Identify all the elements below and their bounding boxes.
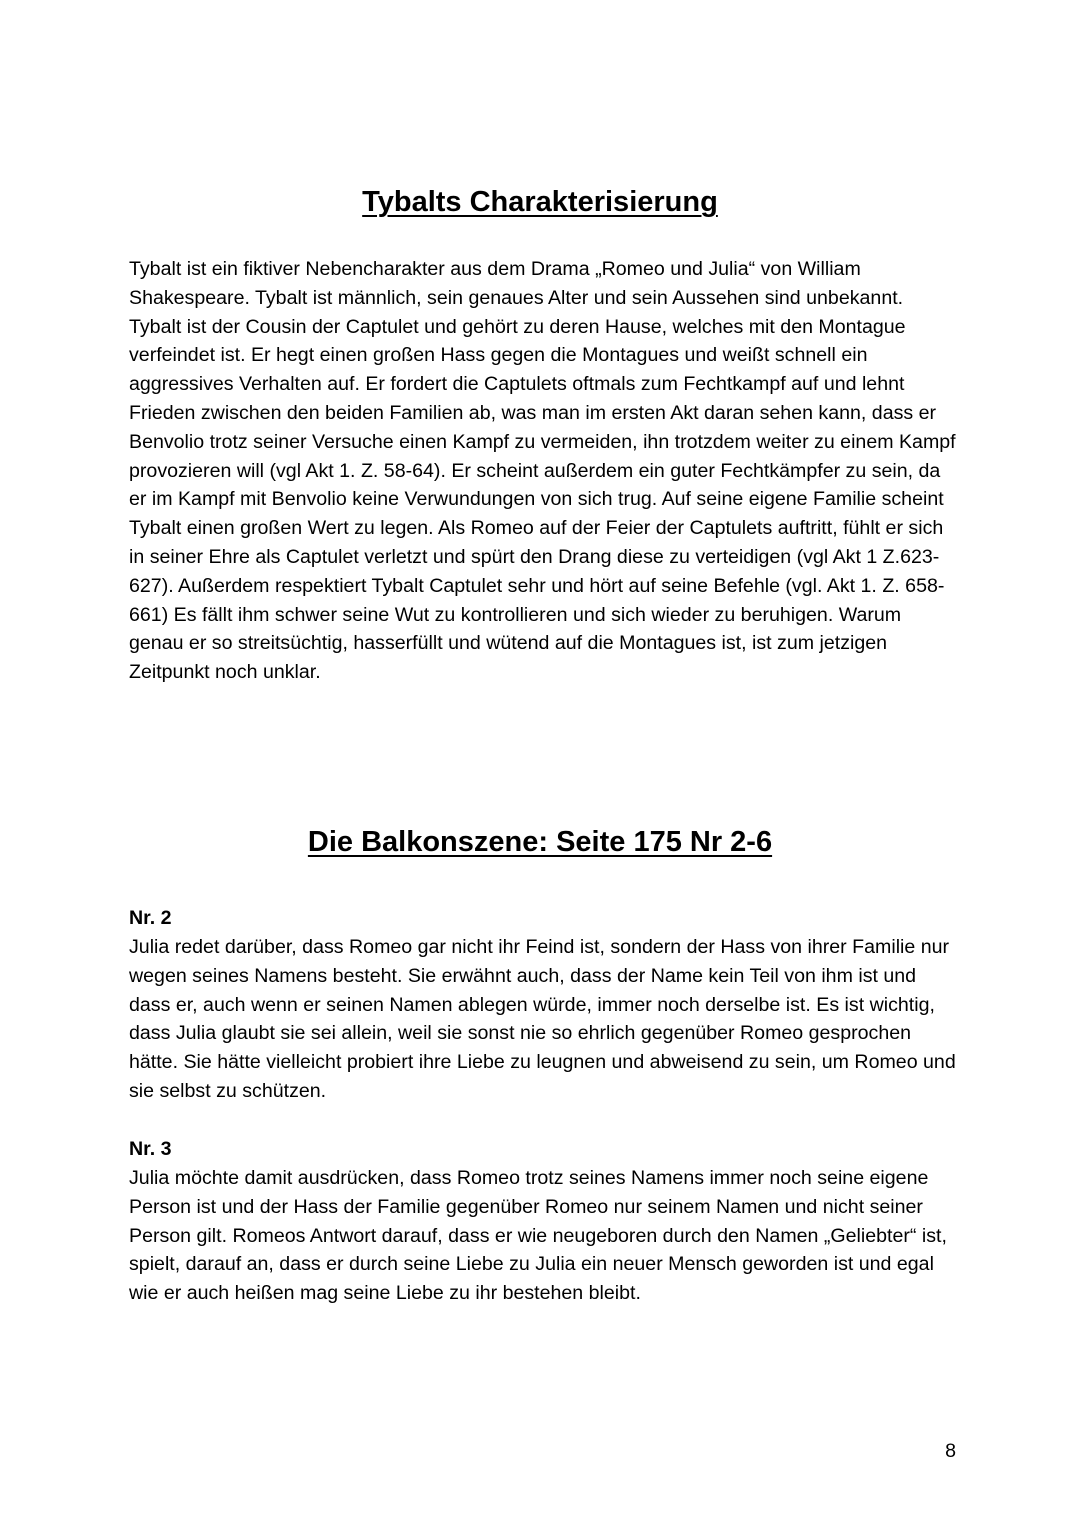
answer-nr3-paragraph: Julia möchte damit ausdrücken, dass Romeo trotz seines Namens immer noch seine eigene Person ist und der Hass der Familie gegenüber Romeo nur seinem Namen und nicht seiner Person gilt. Romeos Antwort darauf, dass er wie neugeboren durch den Namen „Geliebter“ ist, spielt, darauf an, dass er durch seine Liebe zu Julia ein neuer Mensch geworden ist und egal wie er auch heißen mag seine Liebe zu ihr bestehen bleibt. (129, 1167, 947, 1305)
section-title-balkonszene: Die Balkonszene: Seite 175 Nr 2-6 (307, 826, 773, 858)
section-title-tybalt: Tybalts Charakterisierung (362, 186, 718, 218)
page-number: 8 (945, 1440, 956, 1462)
subheading-nr3: Nr. 3 (129, 1138, 172, 1160)
tybalt-characterization-paragraph: Tybalt ist ein fiktiver Nebencharakter aus dem Drama „Romeo und Julia“ von William Shakespeare. Tybalt ist männlich, sein genaues Alter und sein Aussehen sind unbekannt. Tybalt ist der Cousin der Captulet und gehört zu deren Hause, welches mit den Montague verfeindet ist. Er hegt einen großen Hass gegen die Montagues und weißt schnell ein aggressives Verhalten auf. Er fordert die Captulets oftmals zum Fechtkampf auf und lehnt Frieden zwischen den beiden Familien ab, was man im ersten Akt daran sehen kann, dass er Benvolio trotz seiner Versuche einen Kampf zu vermeiden, ihn trotzdem weiter zu einem Kampf provozieren will (vgl Akt 1. Z. 58-64). Er scheint außerdem ein guter Fechtkämpfer zu sein, da er im Kampf mit Benvolio keine Verwundungen von sich trug. Auf seine eigene Familie scheint Tybalt einen großen Wert zu legen. Als Romeo auf der Feier der Captulets auftritt, fühlt er sich in seiner Ehre als Captulet verletzt und spürt den Drang diese zu verteidigen (vgl Akt 1 Z.623-627). Außerdem respektiert Tybalt Captulet sehr und hört auf seine Befehle (vgl. Akt 1. Z. 658-661) Es fällt ihm schwer seine Wut zu kontrollieren und sich wieder zu beruhigen. Warum genau er so streitsüchtig, hasserfüllt und wütend auf die Montagues ist, ist zum jetzigen Zeitpunkt noch unklar. (129, 258, 956, 684)
subheading-nr2: Nr. 2 (129, 907, 172, 929)
answer-nr2-paragraph: Julia redet darüber, dass Romeo gar nicht ihr Feind ist, sondern der Hass von ihrer Familie nur wegen seines Namens besteht. Sie erwähnt auch, dass der Name kein Teil von ihm ist und dass er, auch wenn er seinen Namen ablegen würde, immer noch derselbe ist. Es ist wichtig, dass Julia glaubt sie sei allein, weil sie sonst nie so ehrlich gegenüber Romeo gesprochen hätte. Sie hätte vielleicht probiert ihre Liebe zu leugnen und abweisend zu sein, um Romeo und sie selbst zu schützen. (129, 936, 956, 1102)
